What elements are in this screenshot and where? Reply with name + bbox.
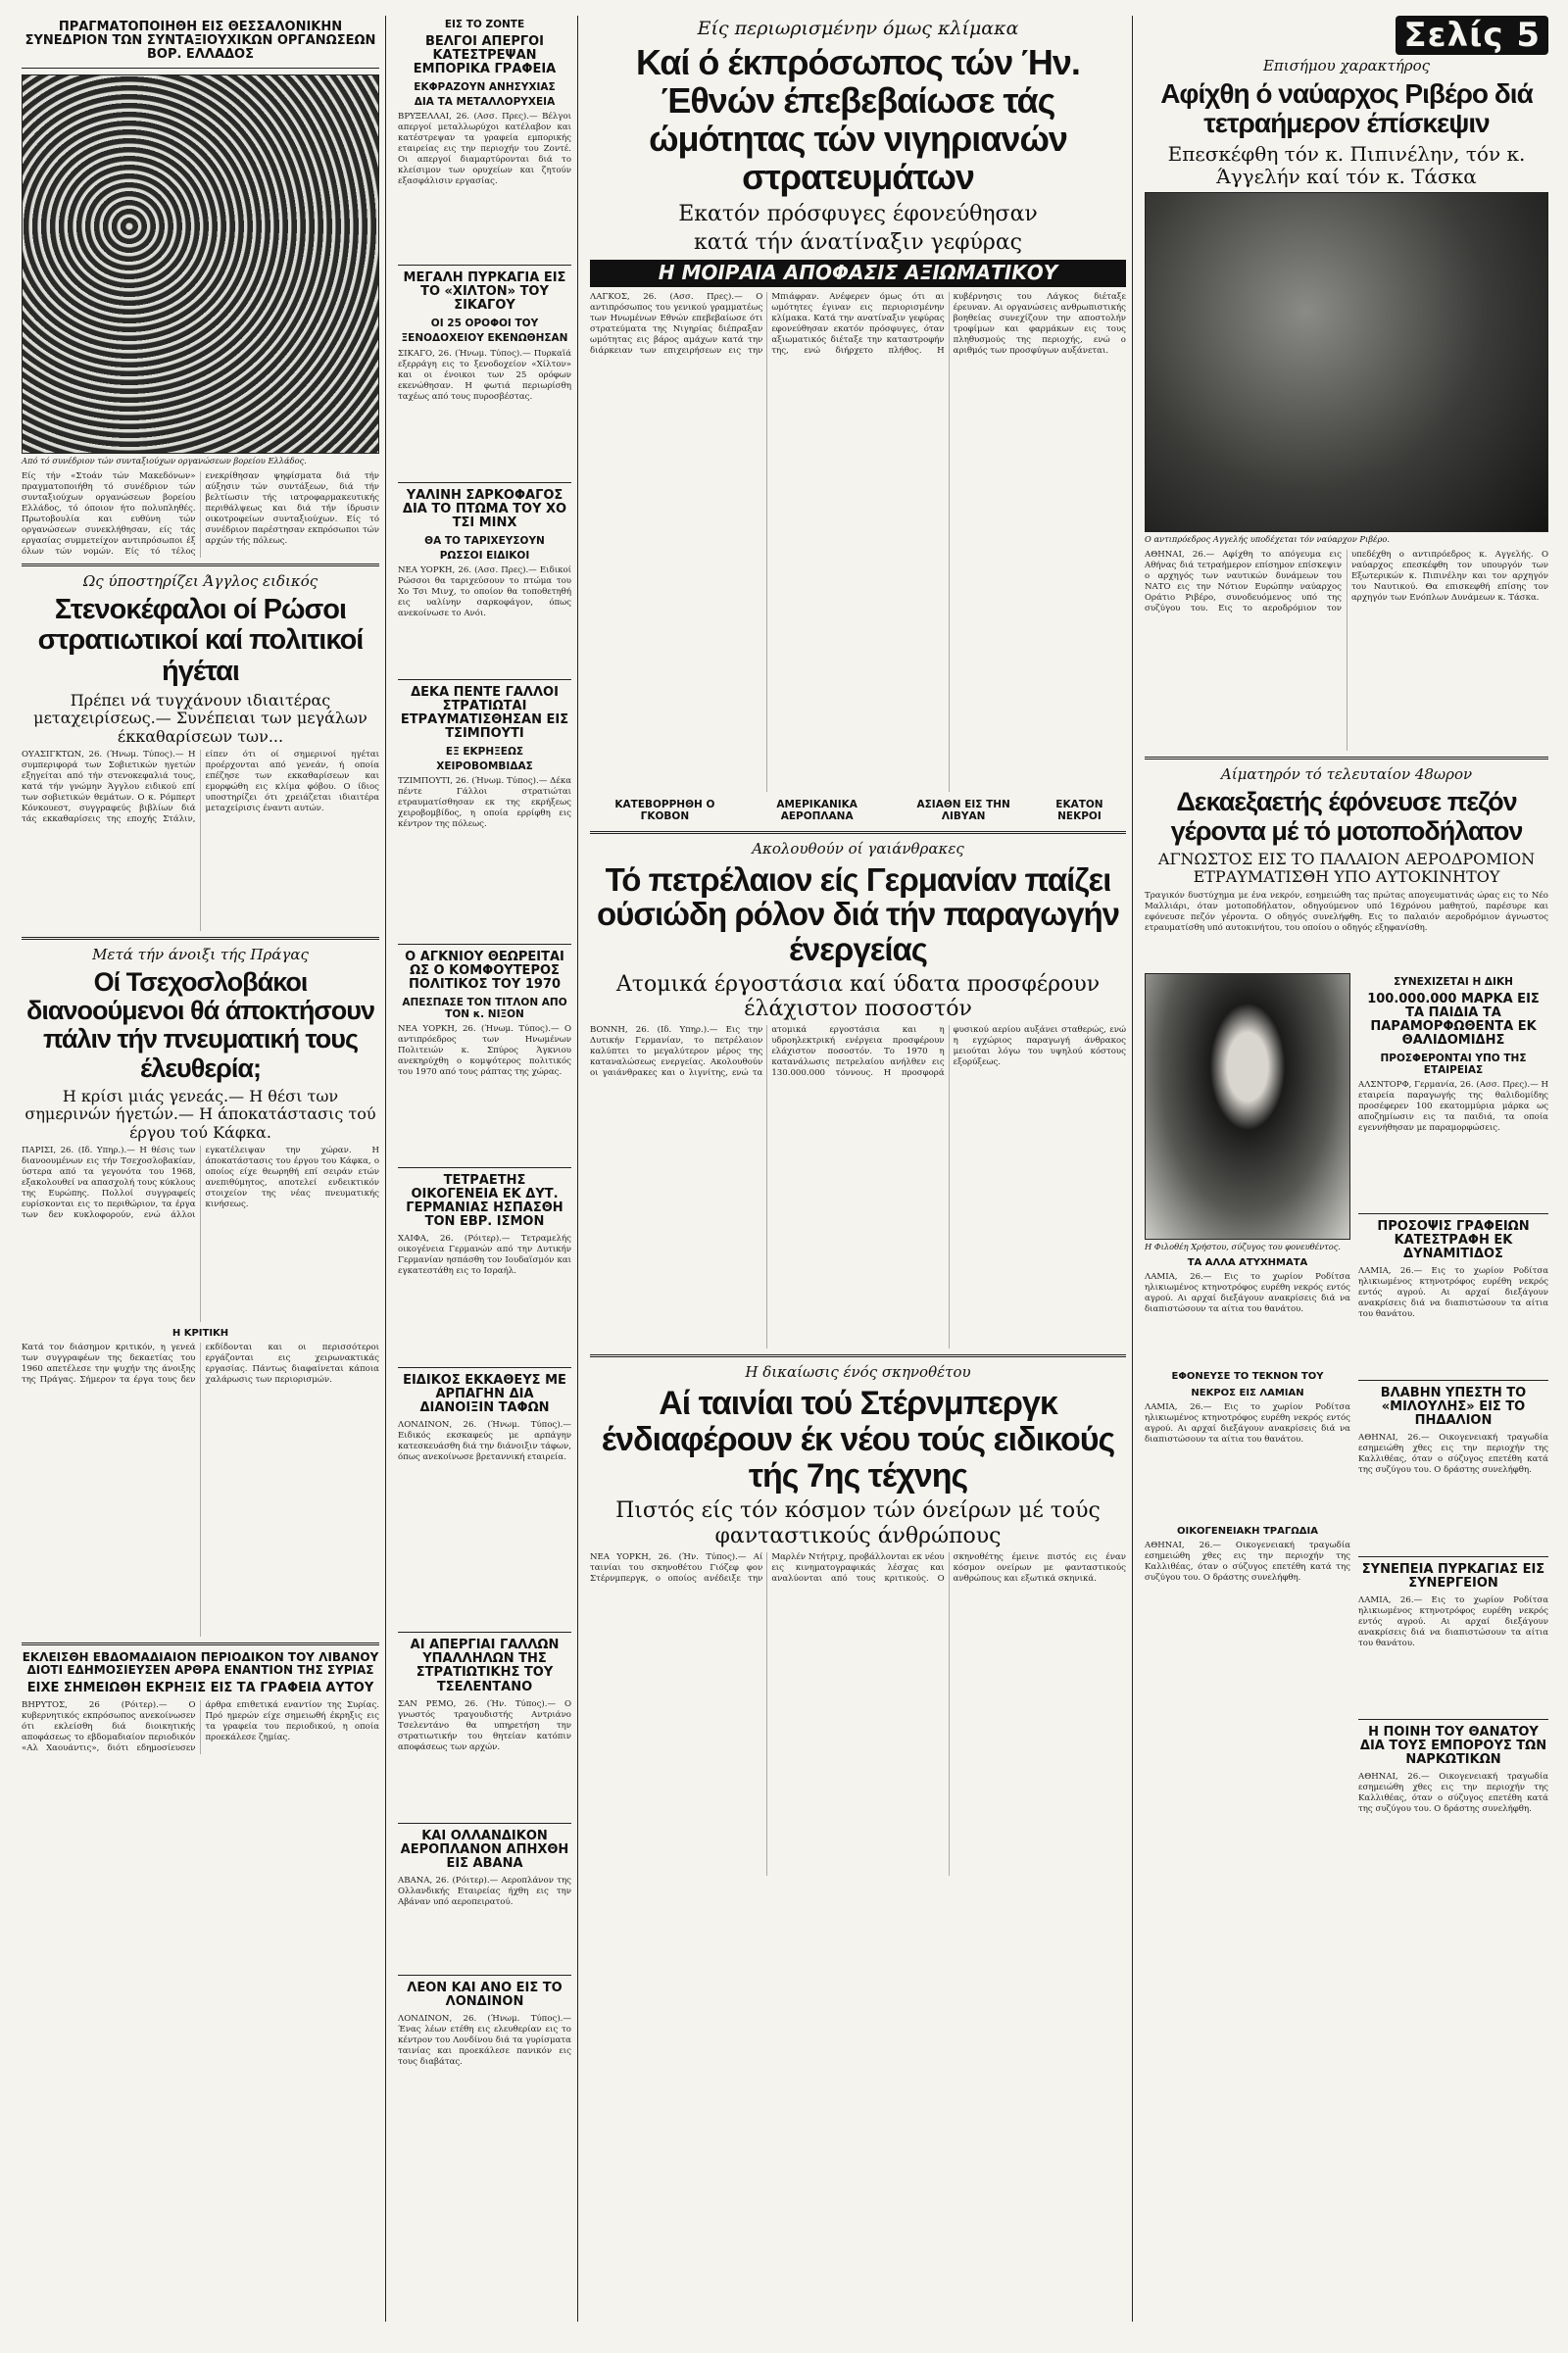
nigeria-subhead-1: Εκατόν πρόσφυγες έφονεύθησαν [678,201,1038,226]
headline-dutch-plane: ΚΑΙ ΟΛΛΑΝΔΙΚΟΝ ΑΕΡΟΠΛΑΝΟΝ ΑΠΗΧΘΗ ΕΙΣ ΑΒΑΝΑ [400,1828,569,1871]
german-family-story: ΧΑΙΦΑ, 26. (Ρόιτερ).— Τετραμελής οικογένεια Γερμανών από την Δυτικήν Γερμανίαν ησπάσθη τον Ιουδαϊσμόν και εγκατεστάθη εις το Ισραήλ. [398,1234,571,1277]
excavator-story: ΛΟΝΔΙΝΟΝ, 26. (Ήνωμ. Τύπος).— Ειδικός εκσκαφεύς με αρπάγην κατεσκευάσθη διά την διάνοιξιν τάφων, όπως ανεκοίνωσε βρεταννική εταιρεία. [398,1420,571,1463]
experts-kicker: Ως ύποστηρίζει Άγγλος ειδικός [82,572,318,591]
rivero-subhead: Επεσκέφθη τόν κ. Πιπινέλην, τόν κ. Άγγελήν καί τόν κ. Τάσκα [1167,142,1526,189]
dutch-plane-story: ΑΒΑΝΑ, 26. (Ρόιτερ).— Αεροπλάνον της Ολλανδικής Εταιρείας ήχθη εις την Αβάναν υπό αεροπειρατού. [398,1875,571,1907]
nigeria-story: ΛΑΓΚΟΣ, 26. (Ασσ. Πρες).— Ο αντιπρόσωπος του γενικού γραμματέως των Ηνωμένων Εθνών επεβεβαίωσε ότι στρατεύματα της Νιγηρίας διέπραξαν ωμότητας εις βάρος αμάχων κατά την διάρκειαν των επιχειρήσεων εις την Μπιάφραν. Ανέφερεν όμως ότι αι ωμότητες έγιναν εις περιορισμένην κλίμακα. Κατά την ανατίναξιν γεφύρας εφονεύθησαν εκατόν πρόσφυγες, όταν αξιωματικός διέταξε την καταστροφήν της, ενώ διήρχετο πλήθος. Η κυβέρνησις του Λάγκος διέταξε έρευναν. Αι οργανώσεις ανθρωπιστικής βοηθείας συνεχίζουν την αποστολήν τροφίμων και φαρμάκων εις τους πληθυσμούς της περιοχής, ενώ ο αριθμός των προσφύγων αυξάνεται. [590,291,1126,356]
czech-story-continued: Κατά τον διάσημον κριτικόν, η γενεά των συγγραφέων της δεκαετίας του 1960 απετέλεσε την ψυχήν της άνοιξης της Πράγας. Σήμερον τα έργα τους δεν εκδίδονται και οι περισσότεροι εργάζονται εις χειρωνακτικάς εργασίας. Πάντως διαφαίνεται κάποια χαλάρωσις των περιορισμών. [22,1342,379,1385]
djibouti-subhead-1: ΕΞ ΕΚΡΗΞΕΩΣ [445,745,524,758]
belgian-story: ΒΡΥΞΕΛΛΑΙ, 26. (Ασσ. Πρες).— Βέλγοι απεργοί μεταλλωρύχοι κατέλαβον και κατέστρεψαν τα γραφεία εμπορικής εταιρείας εις την περιοχήν του Ζοντέ. Οι απεργοί διαμαρτύρονται διά το κλείσιμον των ορυχείων και ζητούν εξασφάλισιν εργασίας. [398,112,571,187]
rivero-kicker: Επισήμου χαρακτήρος [1262,57,1431,74]
headline-celentano: ΑΙ ΑΠΕΡΓΙΑΙ ΓΑΛΛΩΝ ΥΠΑΛΛΗΛΩΝ ΤΗΣ ΣΤΡΑΤΙΩΤΙΚΗΣ ΤΟΥ ΤΣΕΛΕΝΤΑΝΟ [410,1638,560,1694]
column-left [16,16,386,2322]
workshop-fire-story: ΛΑΜΙΑ, 26.— Εις το χωρίον Ροδίτσα ηλικιωμένος κτηνοτρόφος ευρέθη νεκρός εντός αγρού. Αι αρχαί διεξάγουν ανακρίσεις διά να διαπιστώσουν τα αίτια του θανάτου. [1358,1595,1548,1649]
headline-death-penalty: Η ΠΟΙΝΗ ΤΟΥ ΘΑΝΑΤΟΥ ΔΙΑ ΤΟΥΣ ΕΜΠΟΡΟΥΣ ΤΩΝ ΝΑΡΚΩΤΙΚΩΝ [1359,1725,1547,1768]
headline-dynamite: ΠΡΟΣΟΨΙΣ ΓΡΑΦΕΙΩΝ ΚΑΤΕΣΤΡΑΦΗ ΕΚ ΔΥΝΑΜΙΤΙΔΟΣ [1377,1218,1530,1261]
nigeria-small-head: ΕΚΑΤΟΝ ΝΕΚΡΟΙ [1055,798,1103,822]
djibouti-story: ΤΖΙΜΠΟΥΤΙ, 26. (Ήνωμ. Τύπος).— Δέκα πέντε Γάλλοι στρατιώται ετραυματίσθησαν εκ της εκρήξεως χειροβομβίδος, η οποία ερρίφθη εις κέντρον της πόλεως. [398,775,571,829]
brief-label-zonte: ΕΙΣ ΤΟ ΖΟΝΤΕ [444,19,525,30]
nigeria-small-head: ΚΑΤΕΒΟΡΡΗΘΗ Ο ΓΚΟΒΟΝ [614,798,715,822]
accident-small-head: ΝΕΚΡΟΣ ΕΙΣ ΛΑΜΙΑΝ [1191,1388,1304,1399]
rivero-photo [1145,192,1548,532]
prague-kicker: Μετά τήν άνοιξι τής Πράγας [92,946,309,964]
hilton-subhead-2: ΞΕΝΟΔΟΧΕΙΟΥ ΕΚΕΝΩΘΗΣΑΝ [401,332,568,345]
lebanon-story: ΒΗΡΥΤΟΣ, 26 (Ρόιτερ).— Ο κυβερνητικός εκπρόσωπος ανεκοίνωσεν ότι εκλείσθη διά διοικητικής αποφάσεως το εβδομαδιαίον περιοδικόν «Αλ Χαουάντις», διότι εδημοσίευσεν άρθρα επιθετικά εναντίον της Συρίας. Πρό ημερών είχε σημειωθή έκρηξις εις τα γραφεία του περιοδικού, η οποία προεκάλεσε ζημίας. [22,1699,379,1753]
belgian-subhead-1: ΕΚΦΡΑΖΟΥΝ ΑΝΗΣΥΧΙΑΣ [414,81,556,94]
accident-kicker: Αίματηρόν τό τελευταίον 48ωρον [1220,765,1473,784]
headline-ho-chi-minh: ΥΑΛΙΝΗ ΣΑΡΚΟΦΑΓΟΣ ΔΙΑ ΤΟ ΠΤΩΜΑ ΤΟΥ ΧΟ ΤΣΙ ΜΙΝΧ [402,487,567,530]
milouliss-story: ΑΘΗΝΑΙ, 26.— Οικογενειακή τραγωδία εσημειώθη χθες εις την περιοχήν της Καλλιθέας, όταν ο σύζυγος επετέθη κατά της συζύγου του. Ο δράστης συνελήφθη. [1358,1433,1548,1476]
sternberg-story: ΝΕΑ ΥΟΡΚΗ, 26. (Ήν. Τύπος).— Αί ταινίαι του σκηνοθέτου Γιόζεφ φον Στέρνμπεργκ, ο οποίος ανέδειξε την Μαρλέν Ντήτριχ, προβάλλονται εκ νέου εις κινηματογραφικάς λέσχας και αναλύονται από τους κριτικούς. Ο σκηνοθέτης έμεινε πιστός εις έναν κόσμον ονείρων με φανταστικούς ανθρώπους και εξωτικά σκηνικά. [590,1552,1126,1585]
thalidomide-kicker: ΣΥΝΕΧΙΖΕΤΑΙ Η ΔΙΚΗ [1394,975,1513,988]
column-right [1139,16,1554,2322]
congress-story: Είς τήν «Στοάν τών Μακεδόνων» πραγματοποιήθη τό συνέδριον τών συνταξιούχων οργανώσεων βορείου Ελλάδος, τό όποιον ήτο πολυπληθές. Πρωτοβουλία και ευθύνη τών οργανώσεων συνεκλήθησαν, είς τάς εργασίας συμμετείχον αντιπρόσωποι έξ όλων τών νομών. Είς τό τέλος ενεκρίθησαν ψηφίσματα διά τήν αύξησιν τών συντάξεων, διά τήν βελτίωσιν τής ιατροφαρμακευτικής περιθάλψεως και διά τήν ίδρυσιν οικοτροφείων συνταξιούχων. Είς τό συνέδριον παρέστησαν εκπρόσωποι τών αρχών τής πόλεως. [22,471,379,558]
thalidomide-subhead: ΠΡΟΣΦΕΡΟΝΤΑΙ ΥΠΟ ΤΗΣ ΕΤΑΙΡΕΙΑΣ [1380,1052,1527,1076]
headline-excavator: ΕΙΔΙΚΟΣ ΕΚΚΑΘΕΥΣ ΜΕ ΑΡΠΑΓΗΝ ΔΙΑ ΔΙΑΝΟΙΞΙΝ ΤΑΦΩΝ [403,1373,566,1416]
nigeria-small-head: ΑΣΙΑΘΝ ΕΙΣ ΤΗΝ ΛΙΒΥΑΝ [916,798,1010,822]
belgian-subhead-2: ΔΙΑ ΤΑ ΜΕΤΑΛΛΟΡΥΧΕΙΑ [414,96,556,109]
ho-subhead-1: ΘΑ ΤΟ ΤΑΡΙΧΕΥΣΟΥΝ [424,534,545,547]
column-main [584,16,1133,2322]
czech-story: ΠΑΡΙΣΙ, 26. (Ιδ. Υπηρ.).— Η θέσις των διανοουμένων εις τήν Τσεχοσλοβακίαν, ύστερα από τα γεγονότα του 1968, εξακολουθεί να απασχολή τους κύκλους της Ευρώπης. Πολλοί συγγραφείς ευρίσκονται εις το περιθώριον, τα έργα των δεν κυκλοφορούν, ενώ άλλοι εγκατέλειψαν την χώραν. Η άποκατάστασις του έργου του Κάφκα, ο οποίος είχε θεωρηθή επί σειράν ετών ανεπιθύμητος, αποτελεί ενδεικτικόν στοιχείον της νέας πνευματικής κινήσεως. [22,1145,379,1220]
ho-story: ΝΕΑ ΥΟΡΚΗ, 26. (Ασσ. Πρες).— Ειδικοί Ρώσσοι θα ταριχεύσουν το πτώμα του Χο Τσι Μινχ, το οποίον θα τοποθετηθή εις υαλίνην σαρκοφάγον, όπως ανεκοίνωσε το Ανόι. [398,564,571,618]
woman-photo-caption: Η Φιλοθέη Χρήστου, σύζυγος του φονευθέντος. [1145,1241,1342,1251]
hilton-subhead-1: ΟΙ 25 ΟΡΟΦΟΙ ΤΟΥ [430,318,539,330]
headline-thalidomide: 100.000.000 ΜΑΡΚΑ ΕΙΣ ΤΑ ΠΑΙΔΙΑ ΤΑ ΠΑΡΑΜΟΡΦΩΘΕΝΤΑ ΕΚ ΘΑΛΙΔΟΜΙΔΗΣ [1367,991,1540,1048]
lamia-story: ΛΑΜΙΑ, 26.— Εις το χωρίον Ροδίτσα ηλικιωμένος κτηνοτρόφος ευρέθη νεκρός εντός αγρού. Αι αρχαί διεξάγουν ανακρίσεις διά να διαπιστώσουν τα αίτια του θανάτου. [1145,1402,1350,1446]
congress-photo [22,74,379,454]
accident-small-head: ΟΙΚΟΓΕΝΕΙΑΚΗ ΤΡΑΓΩΔΙΑ [1177,1526,1318,1538]
hilton-story: ΣΙΚΑΓΟ, 26. (Ήνωμ. Τύπος).— Πυρκαϊά εξερράγη εις το ξενοδοχείον «Χίλτον» και οι ένοικοι των 25 ορόφων εκενώθησαν. Η φωτιά περιωρίσθη ταχέως από τους πυροσβέστας. [398,348,571,402]
page-section-badge: Σελίς 5 [1396,16,1548,55]
dynamite-story: ΛΑΜΙΑ, 26.— Εις το χωρίον Ροδίτσα ηλικιωμένος κτηνοτρόφος ευρέθη νεκρός εντός αγρού. Αι αρχαί διεξάγουν ανακρίσεις διά να διαπιστώσουν τα αίτια του θανάτου. [1358,1265,1548,1319]
nigeria-subhead-2: κατά τήν άνατίναξιν γεφύρας [693,229,1022,255]
nigeria-subheads [590,796,1126,825]
headline-agnew: Ο ΑΓΚΝΙΟΥ ΘΕΩΡΕΙΤΑΙ ΩΣ Ο ΚΟΜΦΟΥΤΕΡΟΣ ΠΟΛΙΤΙΚΟΣ ΤΟΥ 1970 [405,949,564,993]
headline-lebanon: ΕΚΛΕΙΣΘΗ ΕΒΔΟΜΑΔΙΑΙΟΝ ΠΕΡΙΟΔΙΚΟΝ ΤΟΥ ΛΙΒΑΝΟΥ ΔΙΟΤΙ ΕΔΗΜΟΣΙΕΥΣΕΝ ΑΡΘΡΑ ΕΝΑΝΤΙΟΝ ΤΗΣ ΣΥΡΙΑΣ [22,1649,379,1677]
sternberg-subhead: Πιστός είς τόν κόσμον τών όνείρων μέ τούς φανταστικούς άνθρώπους [615,1498,1101,1548]
lower-right-block [1145,973,1548,1820]
headline-hilton-fire: ΜΕΓΑΛΗ ΠΥΡΚΑΓΙΑ ΕΙΣ ΤΟ «ΧΙΛΤΟΝ» ΤΟΥ ΣΙΚΑΓΟΥ [403,270,566,314]
newspaper-page [16,16,1552,2322]
headline-workshop-fire: ΣΥΝΕΠΕΙΑ ΠΥΡΚΑΓΙΑΣ ΕΙΣ ΣΥΝΕΡΓΕΙΟΝ [1361,1562,1545,1592]
czech-subhead: Η κρίσι μιάς γενεάς.— Η θέσι των σημερινών ήγετών.— Η άποκατάστασις τού έργου τού Κάφκα. [24,1086,376,1142]
accident-small-head: ΤΑ ΑΛΛΑ ΑΤΥΧΗΜΑΤΑ [1187,1257,1308,1269]
oil-subhead: Ατομικά έργοστάσια καί ύδατα προσφέρουν έλάχιστον ποσοστόν [615,971,1101,1021]
other-accidents-story: ΛΑΜΙΑ, 26.— Εις το χωρίον Ροδίτσα ηλικιωμένος κτηνοτρόφος ευρέθη νεκρός εντός αγρού. Αι αρχαί διεξάγουν ανακρίσεις διά να διαπιστώσουν τα αίτια του θανάτου. [1145,1272,1350,1315]
headline-london-lion: ΛΕΟΝ ΚΑΙ ΑΝΟ ΕΙΣ ΤΟ ΛΟΝΔΙΝΟΝ [407,1980,563,2009]
column-briefs [392,16,578,2322]
headline-russian-leaders: Στενοκέφαλοι οί Ρώσοι στρατιωτικοί καί πολιτικοί ήγέται [37,594,364,687]
section-badge-row [1145,16,1548,55]
headline-congress: ΠΡΑΓΜΑΤΟΠΟΙΗΘΗ ΕΙΣ ΘΕΣΣΑΛΟΝΙΚΗΝ ΣΥΝΕΔΡΙΟΝ ΤΩΝ ΣΥΝΤΑΞΙΟΥΧΙΚΩΝ ΟΡΓΑΝΩΣΕΩΝ ΒΟΡ. ΕΛΛΑΔΟΣ [24,20,376,63]
headline-czech-intellectuals: Οί Τσεχοσλοβάκοι διανοούμενοι θά άποκτήσουν πάλιν τήν πνευματική τους έλευθερία; [25,967,375,1083]
family-tragedy-story: ΑΘΗΝΑΙ, 26.— Οικογενειακή τραγωδία εσημειώθη χθες εις την περιοχήν της Καλλιθέας, όταν ο σύζυγος επετέθη κατά της συζύγου του. Ο δράστης συνελήφθη. [1145,1541,1350,1584]
headline-nigeria: Καί ό έκπρόσωπος τών Ήν. Έθνών έπεβεβαίωσε τάς ώμότητας τών νιγηριανών στρατευμάτων [636,42,1080,197]
russian-leaders-subhead: Πρέπει νά τυγχάνουν ιδιαιτέρας μεταχειρίσεως.— Συνέπειαι των μεγάλων έκκαθαρίσεων των... [33,690,368,746]
headline-lebanon-explosion: ΕΙΧΕ ΣΗΜΕΙΩΘΗ ΕΚΡΗΞΙΣ ΕΙΣ ΤΑ ΓΡΑΦΕΙΑ ΑΥΤΟΥ [26,1680,374,1695]
thalidomide-story: ΑΛΣΝΤΟΡΦ, Γερμανία, 26. (Ασσ. Πρες).— Η εταιρεία παραγωγής της θαλιδομίδης προσέφερεν 100 εκατομμύρια μάρκα ως αποζημίωσιν εις τα παιδιά, τα οποία εγεννήθησαν με παραμορφώσεις. [1358,1079,1548,1133]
headline-milouliss: ΒΛΑΒΗΝ ΥΠΕΣΤΗ ΤΟ «ΜΙΛΟΥΛΗΣ» ΕΙΣ ΤΟ ΠΗΔΑΛΙΟΝ [1380,1385,1527,1428]
nigeria-kicker: Είς περιωρισμένην όμως κλίμακα [697,18,1019,39]
accident-story: Τραγικόν δυστύχημα με ένα νεκρόν, εσημειώθη τας πρώτας απογευματινάς ώρας εις το Νέο Μαλλιάρι, όταν μοτοποδήλατον, οδηγούμενον υπό 16χρόνου μαθητού, παρέσυρε και εφόνευσε πεζόν γέροντα. Ο οδηγός συνελήφθη. Εις το παλαιόν αεροδρόμιον άγνωστος ετραυματίσθη υπό αυτοκινήτου, του οποίου ο οδηγός εξηφανίσθη. [1145,890,1548,933]
djibouti-subhead-2: ΧΕΙΡΟΒΟΜΒΙΔΑΣ [436,760,533,772]
headline-german-oil: Τό πετρέλαιον είς Γερμανίαν παίζει ούσιώδη ρόλον διά τήν παραγωγήν ένεργείας [597,860,1119,968]
congress-photo-caption: Από τό συνέδριον τών συνταξιούχων οργανώσεων βορείου Ελλάδος. [22,456,307,466]
sternberg-kicker: Η δικαίωσις ένός σκηνοθέτου [745,1363,971,1382]
rivero-story: ΑΘΗΝΑΙ, 26.— Αφίχθη το απόγευμα εις Αθήνας διά τετραήμερον επίσημον επίσκεψιν ο αρχηγός των ναυτικών δυνάμεων του ΝΑΤΟ εις την Νότιον Ευρώπην ναύαρχος Οράτιο Ριβέρο, συνοδευόμενος υπό της συζύγου του. Εις το αεροδρόμιον τον υπεδέχθη ο αντιπρόεδρος κ. Αγγελής. Ο ναύαρχος επεσκέφθη τον υπουργόν των Εξωτερικών κ. Πιπινέλην και τον αρχηγόν του Ναυτικού. Θα επισκεφθή επίσης τον αρχηγόν των Ενόπλων Δυνάμεων κ. Τάσκα. [1145,550,1548,614]
nigeria-banner: Η ΜΟΙΡΑΙΑ ΑΠΟΦΑΣΙΣ ΑΞΙΩΜΑΤΙΚΟΥ [590,260,1126,287]
headline-german-family: ΤΕΤΡΑΕΤΗΣ ΟΙΚΟΓΕΝΕΙΑ ΕΚ ΔΥΤ. ΓΕΡΜΑΝΙΑΣ ΗΣΠΑΣΘΗ ΤΟΝ ΕΒΡ. ΙΣΜΟΝ [406,1173,564,1230]
headline-moped-accident: Δεκαεξαετής έφόνευσε πεζόν γέροντα μέ τό μοτοποδήλατον [1170,787,1523,846]
oil-story: ΒΟΝΝΗ, 26. (Ιδ. Υπηρ.).— Εις την Δυτικήν Γερμανίαν, το πετρέλαιον καλύπτει το μεγαλύτερον μέρος της καταναλώσεως ενεργείας. Ακολουθούν οι γαιάνθρακες και ο λιγνίτης, ενώ τα ατομικά εργοστάσια και η υδροηλεκτρική ενέργεια προσφέρουν ελάχιστον ποσοστόν. Το 1970 η κατανάλωσις πετρελαίου ανήλθεν εις 130.000.000 τόννους. Η προσφορά φυσικού αερίου αυξάνει σταθερώς, ενώ η εγχώριος παραγωγή άνθρακος μειούται λόγω του υψηλού κόστους εξορύξεως. [590,1025,1126,1079]
oil-kicker: Ακολουθούν οί γαιάνθρακες [752,839,964,858]
headline-djibouti: ΔΕΚΑ ΠΕΝΤΕ ΓΑΛΛΟΙ ΣΤΡΑΤΙΩΤΑΙ ΕΤΡΑΥΜΑΤΙΣΘΗΣΑΝ ΕΙΣ ΤΣΙΜΠΟΥΤΙ [400,684,569,741]
rivero-photo-caption: Ο αντιπρόεδρος Αγγελής υποδέχεται τόν ναύαρχον Ριβέρο. [1145,534,1390,545]
russian-leaders-story: ΟΥΑΣΙΓΚΤΩΝ, 26. (Ήνωμ. Τύπος).— Η συμπεριφορά των Σοβιετικών ηγετών εξηγείται από τήν στενοκεφαλιά τους, κατά τήν γνώμην Άγγλου ειδικού επί των σοβιετικών θεμάτων. Ο κ. Ρόμπερτ Κόνκουεστ, συγγραφεύς βιβλίων διά τάς εκκαθαρίσεις της εποχής Στάλιν, είπεν ότι οί σημερινοί ηγέται προέρχονται από γενεάν, ή οποία επέζησε των εκκαθαρίσεων και εμορφώθη εις κλίμα φόβου. Ο ίδιος υποστηρίζει ότι χρειάζεται ιδιαιτέρα μεταχείρισις έναντι αυτών. [22,750,379,825]
accident-subhead: ΑΓΝΩΣΤΟΣ ΕΙΣ ΤΟ ΠΑΛΑΙΟΝ ΑΕΡΟΔΡΟΜΙΟΝ ΕΤΡΑΥΜΑΤΙΣΘΗ ΥΠΟ ΑΥΤΟΚΙΝΗΤΟΥ [1157,849,1536,887]
woman-photo [1145,973,1350,1240]
death-penalty-story: ΑΘΗΝΑΙ, 26.— Οικογενειακή τραγωδία εσημειώθη χθες εις την περιοχήν της Καλλιθέας, όταν ο σύζυγος επετέθη κατά της συζύγου του. Ο δράστης συνελήφθη. [1358,1772,1548,1815]
celentano-story: ΣΑΝ ΡΕΜΟ, 26. (Ήν. Τύπος).— Ο γνωστός τραγουδιστής Αντριάνο Τσελεντάνο θα υπηρετήση την στρατιωτικήν του θητείαν κατόπιν αποφάσεως των αρχών. [398,1698,571,1752]
headline-sternberg: Αί ταινίαι τού Στέρνμπεργκ ένδιαφέρουν έκ νέου τούς ειδικούς τής 7ης τέχνης [601,1385,1115,1495]
accident-small-head: ΕΦΟΝΕΥΣΕ ΤΟ ΤΕΚΝΟΝ ΤΟΥ [1171,1371,1324,1383]
nigeria-small-head: ΑΜΕΡΙΚΑΝΙΚΑ ΑΕΡΟΠΛΑΝΑ [776,798,858,822]
agnew-story: ΝΕΑ ΥΟΡΚΗ, 26. (Ήνωμ. Τύπος).— Ο αντιπρόεδρος των Ηνωμένων Πολιτειών κ. Σπύρος Άγκνιου ανεκηρύχθη ο κομψότερος πολιτικός του 1970 από τους ράπτας της χώρας. [398,1024,571,1078]
headline-rivero: Αφίχθη ό ναύαρχος Ριβέρο διά τετραήμερον έπίσκεψιν [1160,78,1533,139]
headline-belgian-strikers: ΒΕΛΓΟΙ ΑΠΕΡΓΟΙ ΚΑΤΕΣΤΡΕΨΑΝ ΕΜΠΟΡΙΚΑ ΓΡΑΦΕΙΑ [413,34,557,77]
critique-label: Η ΚΡΙΤΙΚΗ [172,1327,229,1339]
agnew-subhead: ΑΠΕΣΠΑΣΕ ΤΟΝ ΤΙΤΛΟΝ ΑΠΟ ΤΟΝ κ. ΝΙΞΟΝ [402,997,567,1021]
ho-subhead-2: ΡΩΣΣΟΙ ΕΙΔΙΚΟΙ [439,549,530,562]
london-lion-story: ΛΟΝΔΙΝΟΝ, 26. (Ήνωμ. Τύπος).— Ένας λέων ετέθη εις ελευθερίαν εις το κέντρον του Λονδίνου διά τα γυρίσματα ταινίας και προεκάλεσε πανικόν εις τους διαβάτας. [398,2013,571,2067]
